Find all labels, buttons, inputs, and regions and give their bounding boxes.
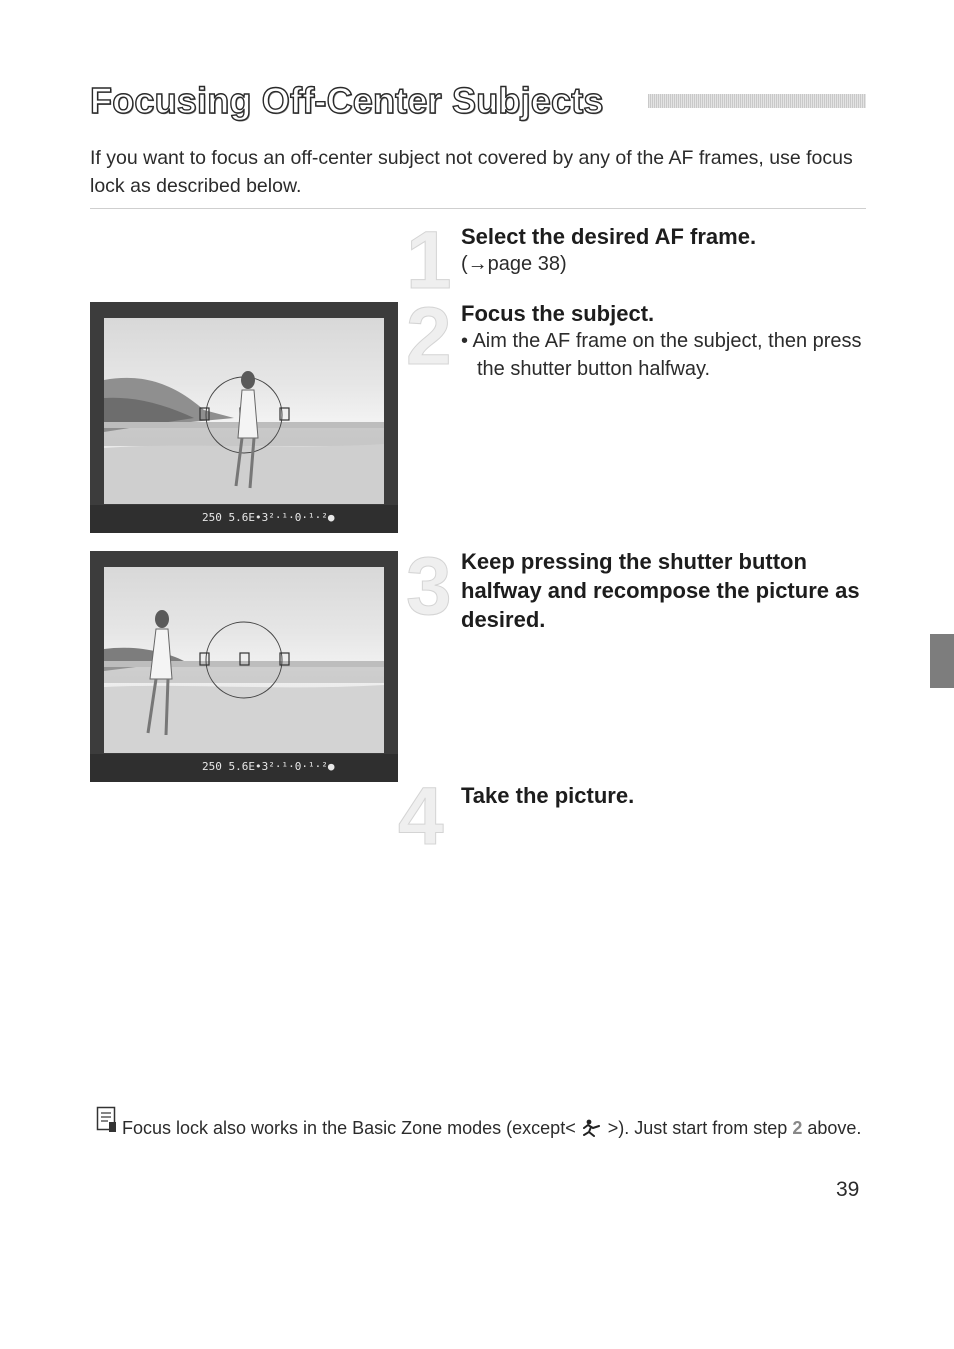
- beach-scene-illustration: [104, 318, 384, 504]
- viewfinder-image-focus: [90, 302, 398, 533]
- step-number-3: 3: [406, 541, 452, 632]
- viewfinder-scene: [104, 567, 384, 753]
- step-number-1: 1: [406, 215, 452, 306]
- page-number: 39: [836, 1178, 860, 1201]
- divider: [90, 208, 866, 209]
- sports-mode-icon: [581, 1119, 603, 1137]
- beach-scene-illustration: [104, 567, 384, 753]
- viewfinder-scene: [104, 318, 384, 504]
- memo-icon: [96, 1106, 118, 1134]
- viewfinder-image-recompose: [90, 551, 398, 782]
- step-1-text: (→page 38): [461, 253, 567, 275]
- step-2-text: • Aim the AF frame on the subject, then press the shutter button halfway.: [461, 330, 862, 380]
- viewfinder-info-text: 250 5.6E•3²·¹·0·¹·²●: [202, 511, 335, 524]
- step-4-title: Take the picture.: [461, 783, 635, 808]
- viewfinder-info-text: 250 5.6E•3²·¹·0·¹·²●: [202, 760, 335, 773]
- note-text-part-3: above.: [807, 1118, 862, 1138]
- note-step-reference: 2: [792, 1118, 803, 1138]
- chapter-tab-marker: [930, 634, 954, 688]
- viewfinder-info-bar: [90, 754, 398, 782]
- title-decoration-bar: [648, 94, 866, 108]
- viewfinder-info-bar: [90, 505, 398, 533]
- step-1-title: Select the desired AF frame.: [461, 224, 757, 249]
- note-text: [122, 1116, 862, 1141]
- step-number-4: 4: [398, 771, 444, 862]
- step-number-2: 2: [406, 291, 452, 382]
- note-text-part-2: >). Just start from step: [607, 1118, 788, 1138]
- step-3-title: Keep pressing the shutter button halfway and recompose the picture as desired.: [461, 549, 860, 632]
- intro-text: If you want to focus an off-center subject not covered by any of the AF frames, use focus lock as described below.: [90, 147, 853, 197]
- page-title: Focusing Off-Center Subjects: [90, 80, 604, 121]
- note-text-part-1: Focus lock also works in the Basic Zone modes (except<: [122, 1118, 576, 1138]
- step-2-title: Focus the subject.: [461, 301, 655, 326]
